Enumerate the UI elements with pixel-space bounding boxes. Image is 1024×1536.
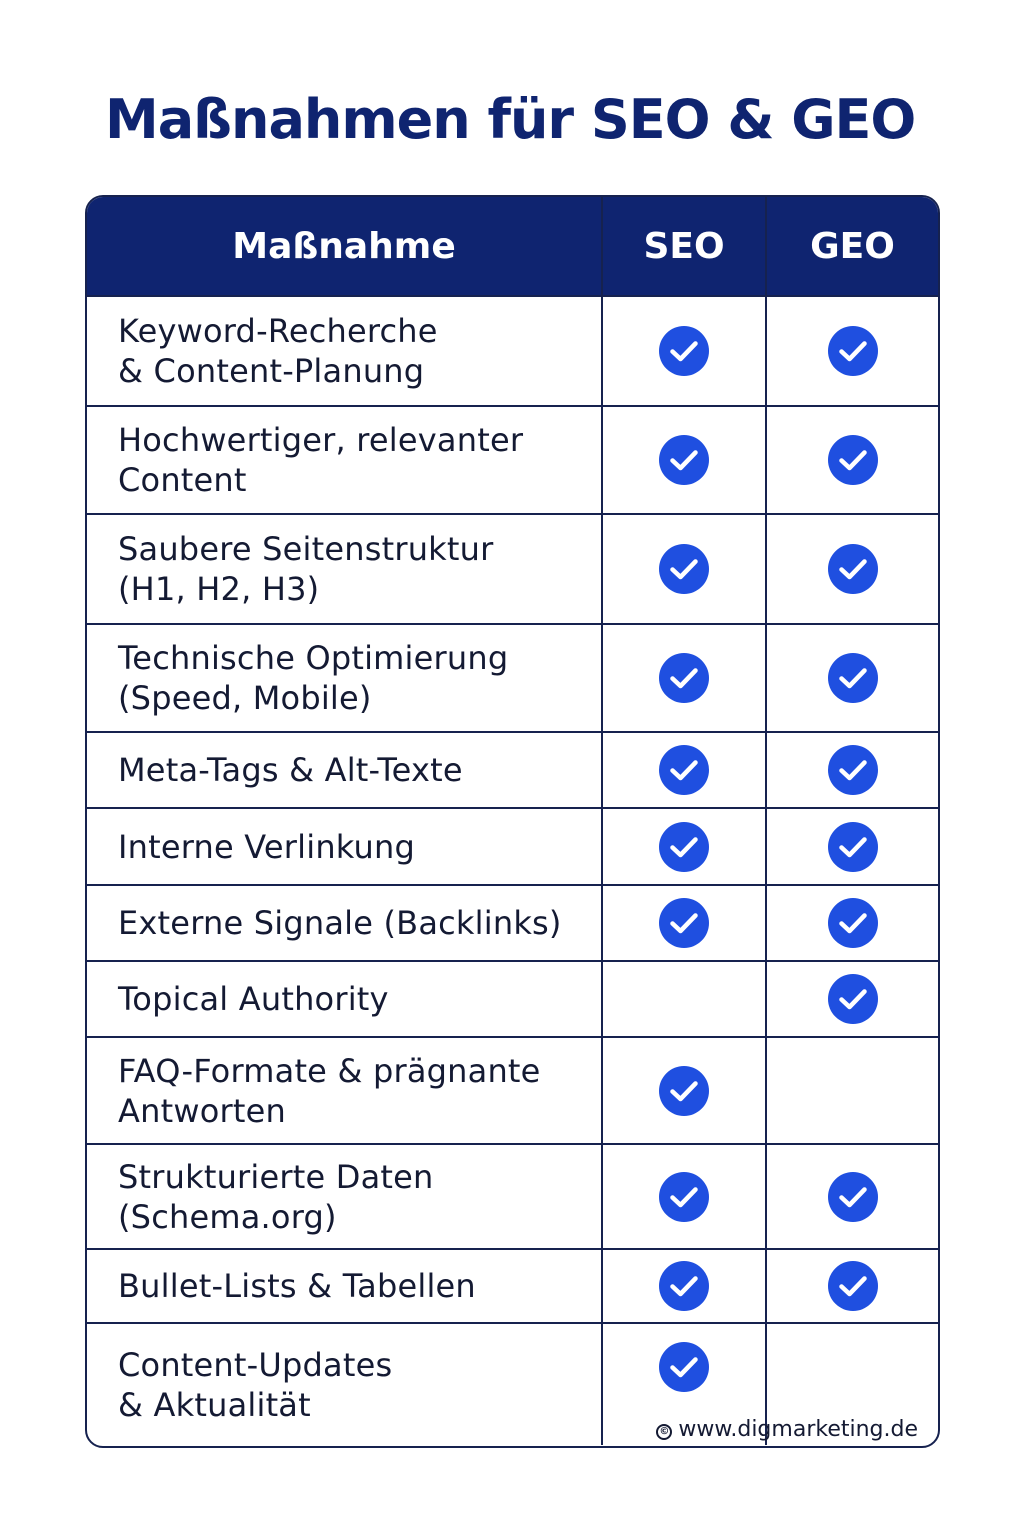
check-circle-icon <box>828 544 878 594</box>
measure-label-line: & Aktualität <box>118 1385 311 1424</box>
geo-cell <box>766 624 938 732</box>
seo-cell <box>602 1037 766 1144</box>
table-row <box>87 808 938 885</box>
seo-cell <box>602 296 766 406</box>
credit-text: www.digmarketing.de <box>678 1417 918 1442</box>
measure-label-line: (Schema.org) <box>118 1197 337 1236</box>
geo-cell <box>766 885 938 961</box>
comparison-table <box>87 197 938 1445</box>
table-row <box>87 514 938 624</box>
copyright-credit <box>656 1417 918 1442</box>
measure-label-line: Antworten <box>118 1091 286 1130</box>
check-circle-icon <box>659 1172 709 1222</box>
measure-label <box>118 529 591 609</box>
measure-label-line: Topical Authority <box>118 980 389 1018</box>
measure-label-line: (Speed, Mobile) <box>118 679 372 717</box>
check-circle-icon <box>659 1342 709 1392</box>
measure-cell <box>87 732 602 808</box>
table-body <box>87 296 938 1445</box>
measure-label <box>118 1051 591 1131</box>
measure-cell <box>87 406 602 514</box>
comparison-table-card <box>85 195 940 1448</box>
measure-label <box>118 827 591 867</box>
table-row <box>87 1144 938 1249</box>
measure-label-line: Content <box>118 461 247 499</box>
seo-cell <box>602 961 766 1037</box>
measure-cell <box>87 1249 602 1323</box>
measure-cell <box>87 961 602 1037</box>
table-row <box>87 296 938 406</box>
check-circle-icon <box>659 653 709 703</box>
measure-cell <box>87 885 602 961</box>
check-circle-icon <box>659 1261 709 1311</box>
seo-cell <box>602 885 766 961</box>
measure-cell <box>87 296 602 406</box>
check-circle-icon <box>659 435 709 485</box>
check-circle-icon <box>659 544 709 594</box>
copyright-icon: © <box>656 1424 672 1440</box>
seo-cell <box>602 732 766 808</box>
page-title: Maßnahmen für SEO & GEO <box>105 88 916 151</box>
check-circle-icon <box>828 822 878 872</box>
measure-label-line: (H1, H2, H3) <box>118 570 320 608</box>
header-seo: SEO <box>602 197 766 296</box>
header-measure: Maßnahme <box>87 197 602 296</box>
seo-cell <box>602 406 766 514</box>
geo-cell <box>766 1144 938 1249</box>
measure-label-line: Bullet-Lists & Tabellen <box>118 1267 476 1305</box>
measure-label-line: & Content-Planung <box>118 352 425 390</box>
geo-cell <box>766 514 938 624</box>
measure-cell <box>87 1144 602 1249</box>
measure-label <box>118 638 591 718</box>
table-row <box>87 961 938 1037</box>
measure-cell <box>87 1323 602 1445</box>
table-row <box>87 1249 938 1323</box>
table-row <box>87 1037 938 1144</box>
geo-cell <box>766 1249 938 1323</box>
table-row <box>87 732 938 808</box>
check-circle-icon <box>828 326 878 376</box>
measure-label <box>118 311 591 391</box>
measure-label-line: Strukturierte Daten <box>118 1157 434 1196</box>
measure-label-line: Keyword-Recherche <box>118 312 438 350</box>
table-header-row <box>87 197 938 296</box>
measure-label-line: Saubere Seitenstruktur <box>118 530 494 568</box>
check-circle-icon <box>828 1261 878 1311</box>
measure-cell <box>87 624 602 732</box>
check-circle-icon <box>828 435 878 485</box>
check-circle-icon <box>659 326 709 376</box>
measure-label-line: Hochwertiger, relevanter <box>118 421 524 459</box>
measure-cell <box>87 514 602 624</box>
geo-cell <box>766 1037 938 1144</box>
measure-label-line: FAQ-Formate & prägnante <box>118 1051 541 1090</box>
check-circle-icon <box>659 745 709 795</box>
measure-label-line: Interne Verlinkung <box>118 827 416 866</box>
check-circle-icon <box>828 745 878 795</box>
geo-cell <box>766 961 938 1037</box>
measure-label <box>118 1345 591 1425</box>
check-circle-icon <box>828 653 878 703</box>
table-row <box>87 885 938 961</box>
measure-cell <box>87 1037 602 1144</box>
measure-label <box>118 903 591 943</box>
measure-label-line: Externe Signale (Backlinks) <box>118 904 562 942</box>
geo-cell <box>766 296 938 406</box>
table-row <box>87 624 938 732</box>
seo-cell <box>602 1144 766 1249</box>
table-row <box>87 406 938 514</box>
measure-label-line: Content-Updates <box>118 1345 393 1384</box>
geo-cell <box>766 732 938 808</box>
check-circle-icon <box>659 822 709 872</box>
header-geo: GEO <box>766 197 938 296</box>
seo-cell <box>602 624 766 732</box>
seo-cell <box>602 1249 766 1323</box>
check-circle-icon <box>828 1172 878 1222</box>
measure-cell <box>87 808 602 885</box>
seo-cell <box>602 514 766 624</box>
geo-cell <box>766 808 938 885</box>
check-circle-icon <box>659 1066 709 1116</box>
measure-label-line: Technische Optimierung <box>118 639 509 677</box>
measure-label <box>118 420 591 500</box>
measure-label <box>118 979 591 1019</box>
check-circle-icon <box>828 974 878 1024</box>
seo-cell <box>602 808 766 885</box>
geo-cell <box>766 406 938 514</box>
measure-label <box>118 1266 591 1306</box>
measure-label-line: Meta-Tags & Alt-Texte <box>118 751 463 789</box>
check-circle-icon <box>659 898 709 948</box>
measure-label <box>118 1157 591 1237</box>
check-circle-icon <box>828 898 878 948</box>
measure-label <box>118 750 591 790</box>
